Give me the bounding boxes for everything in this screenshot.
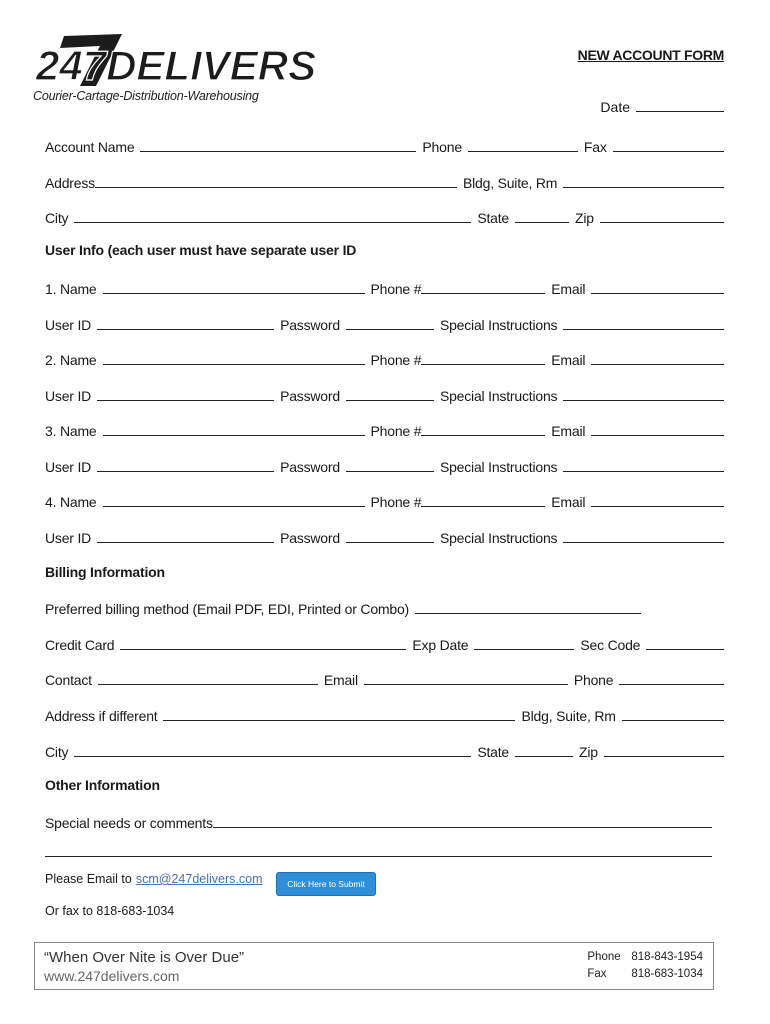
account-address-row xyxy=(45,171,724,191)
logo-graphic xyxy=(30,30,320,90)
billing-method-field[interactable] xyxy=(415,613,641,614)
address-field[interactable] xyxy=(95,187,457,188)
user-1-special-field[interactable] xyxy=(563,329,724,330)
billing-state-field[interactable] xyxy=(515,756,573,757)
exp-date-label: Exp Date xyxy=(412,637,469,653)
billing-zip-field[interactable] xyxy=(604,756,724,757)
user-1-special-label: Special Instructions xyxy=(439,317,558,333)
credit-card-row xyxy=(45,633,724,653)
state-field[interactable] xyxy=(515,222,569,223)
billing-contact-label: Contact xyxy=(45,672,92,688)
company-tagline: Courier-Cartage-Distribution-Warehousing xyxy=(33,89,259,103)
user-1-password-label: Password xyxy=(280,317,340,333)
billing-address-field[interactable] xyxy=(163,720,515,721)
account-phone-label: Phone xyxy=(422,139,462,155)
email-prefix: Please Email to xyxy=(45,872,132,886)
credit-card-label: Credit Card xyxy=(45,637,115,653)
user-2-special-field[interactable] xyxy=(563,400,724,401)
billing-phone-label: Phone xyxy=(573,672,614,688)
footer-website[interactable]: www.247delivers.com xyxy=(44,968,180,984)
billing-bldg-label: Bldg, Suite, Rm xyxy=(521,708,616,724)
form-title: NEW ACCOUNT FORM xyxy=(577,47,724,63)
zip-label: Zip xyxy=(575,210,594,226)
footer-fax-label: Fax xyxy=(587,968,607,980)
user-2-name-label: 2. Name xyxy=(45,352,97,368)
footer-phone-row xyxy=(587,951,703,963)
footer-fax-row xyxy=(587,968,703,980)
user-4-password-field[interactable] xyxy=(346,542,434,543)
billing-state-label: State xyxy=(477,744,510,760)
billing-email-label: Email xyxy=(323,672,358,688)
user-2-password-label: Password xyxy=(280,388,340,404)
user-2-phone-field[interactable] xyxy=(421,364,545,365)
billing-address-row xyxy=(45,704,724,724)
billing-contact-row xyxy=(45,668,724,688)
account-fax-label: Fax xyxy=(583,139,607,155)
user-2-credentials-row xyxy=(45,384,724,404)
user-3-phone-label: Phone # xyxy=(370,423,422,439)
user-4-name-label: 4. Name xyxy=(45,494,97,510)
bldg-field[interactable] xyxy=(563,187,724,188)
date-field[interactable] xyxy=(636,111,724,112)
account-name-label: Account Name xyxy=(45,139,135,155)
user-1-name-row xyxy=(45,277,724,297)
user-2-phone-label: Phone # xyxy=(370,352,422,368)
user-4-email-label: Email xyxy=(551,494,586,510)
user-4-phone-field[interactable] xyxy=(421,506,545,507)
other-info-heading: Other Information xyxy=(45,777,160,793)
footer-box xyxy=(34,942,714,990)
address-label: Address xyxy=(45,175,95,191)
user-1-userid-label: User ID xyxy=(45,317,92,333)
sec-code-field[interactable] xyxy=(646,649,724,650)
special-needs-row xyxy=(45,811,712,831)
user-2-name-field[interactable] xyxy=(103,364,365,365)
footer-fax: 818-683-1034 xyxy=(631,968,703,980)
account-name-row xyxy=(45,135,724,155)
email-instructions xyxy=(45,872,262,886)
user-4-special-label: Special Instructions xyxy=(439,530,558,546)
user-1-password-field[interactable] xyxy=(346,329,434,330)
account-phone-field[interactable] xyxy=(468,151,578,152)
credit-card-field[interactable] xyxy=(120,649,406,650)
state-label: State xyxy=(477,210,510,226)
user-3-name-field[interactable] xyxy=(103,435,365,436)
billing-email-field[interactable] xyxy=(364,684,568,685)
user-2-userid-label: User ID xyxy=(45,388,92,404)
user-1-email-label: Email xyxy=(551,281,586,297)
user-2-password-field[interactable] xyxy=(346,400,434,401)
user-3-credentials-row xyxy=(45,455,724,475)
billing-city-field[interactable] xyxy=(74,756,471,757)
user-2-name-row xyxy=(45,348,724,368)
user-3-special-field[interactable] xyxy=(563,471,724,472)
billing-contact-field[interactable] xyxy=(98,684,318,685)
fax-instructions: Or fax to 818-683-1034 xyxy=(45,904,175,918)
user-3-email-field[interactable] xyxy=(591,435,724,436)
user-3-userid-label: User ID xyxy=(45,459,92,475)
user-2-special-label: Special Instructions xyxy=(439,388,558,404)
footer-slogan: “When Over Nite is Over Due” xyxy=(44,949,245,966)
exp-date-field[interactable] xyxy=(474,649,574,650)
footer-phone: 818-843-1954 xyxy=(631,951,703,963)
user-3-email-label: Email xyxy=(551,423,586,439)
user-1-phone-field[interactable] xyxy=(421,293,545,294)
user-1-userid-field[interactable] xyxy=(97,329,274,330)
bldg-label: Bldg, Suite, Rm xyxy=(462,175,558,191)
user-4-email-field[interactable] xyxy=(591,506,724,507)
user-3-name-row xyxy=(45,419,724,439)
special-needs-extra-row xyxy=(45,840,712,860)
user-3-phone-field[interactable] xyxy=(421,435,545,436)
zip-field[interactable] xyxy=(600,222,724,223)
billing-city-row xyxy=(45,740,724,760)
email-link[interactable]: scm@247delivers.com xyxy=(135,872,263,886)
user-4-name-row xyxy=(45,490,724,510)
user-4-special-field[interactable] xyxy=(563,542,724,543)
user-4-userid-label: User ID xyxy=(45,530,92,546)
date-row xyxy=(600,99,724,115)
sec-code-label: Sec Code xyxy=(580,637,641,653)
account-fax-field[interactable] xyxy=(613,151,724,152)
footer-contact xyxy=(587,951,703,985)
submit-button[interactable]: Click Here to Submit xyxy=(276,872,376,896)
footer-phone-label: Phone xyxy=(587,951,621,963)
special-needs-label: Special needs or comments xyxy=(45,815,213,831)
city-label: City xyxy=(45,210,69,226)
billing-method-row xyxy=(45,597,724,617)
billing-bldg-field[interactable] xyxy=(622,720,724,721)
billing-address-label: Address if different xyxy=(45,708,158,724)
user-2-email-field[interactable] xyxy=(591,364,724,365)
user-3-password-label: Password xyxy=(280,459,340,475)
billing-city-label: City xyxy=(45,744,69,760)
special-needs-field[interactable] xyxy=(213,827,712,828)
account-name-field[interactable] xyxy=(140,151,416,152)
user-4-userid-field[interactable] xyxy=(97,542,274,543)
user-1-phone-label: Phone # xyxy=(370,281,422,297)
user-2-email-label: Email xyxy=(551,352,586,368)
billing-heading: Billing Information xyxy=(45,564,165,580)
city-field[interactable] xyxy=(74,222,471,223)
user-1-name-label: 1. Name xyxy=(45,281,97,297)
user-1-credentials-row xyxy=(45,313,724,333)
date-label: Date xyxy=(600,99,630,115)
user-4-credentials-row xyxy=(45,526,724,546)
billing-zip-label: Zip xyxy=(579,744,598,760)
special-needs-extra-field[interactable] xyxy=(45,856,712,857)
user-3-name-label: 3. Name xyxy=(45,423,97,439)
account-city-row xyxy=(45,206,724,226)
user-4-phone-label: Phone # xyxy=(370,494,422,510)
user-3-special-label: Special Instructions xyxy=(439,459,558,475)
user-4-name-field[interactable] xyxy=(103,506,365,507)
user-1-name-field[interactable] xyxy=(103,293,365,294)
user-3-password-field[interactable] xyxy=(346,471,434,472)
billing-phone-field[interactable] xyxy=(619,684,724,685)
logo-text: 247DELIVERS xyxy=(36,42,317,89)
user-4-password-label: Password xyxy=(280,530,340,546)
billing-method-label: Preferred billing method (Email PDF, EDI, Printed or Combo) xyxy=(45,601,410,617)
user-2-userid-field[interactable] xyxy=(97,400,274,401)
user-info-heading: User Info (each user must have separate user ID xyxy=(45,242,357,258)
user-1-email-field[interactable] xyxy=(591,293,724,294)
user-3-userid-field[interactable] xyxy=(97,471,274,472)
